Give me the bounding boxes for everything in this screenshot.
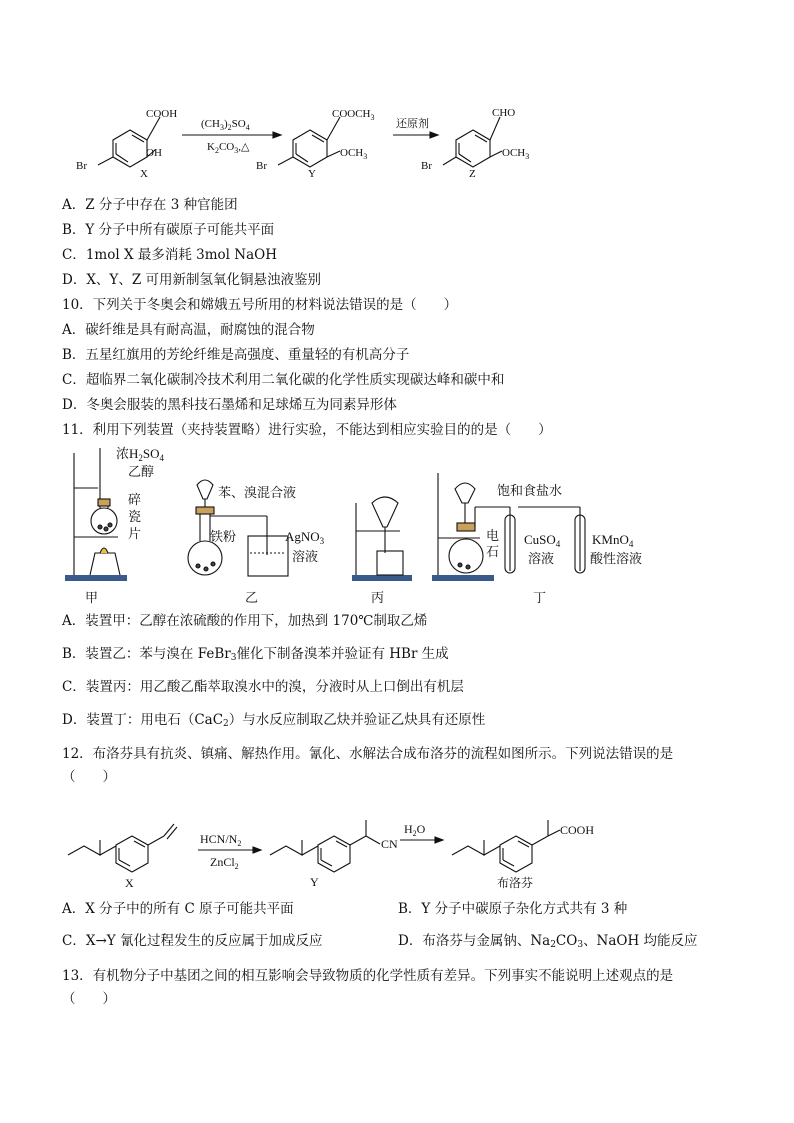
x-benzene-ring bbox=[116, 836, 148, 872]
label-chips-2: 瓷 bbox=[128, 509, 142, 524]
x-cooh-label: COOH bbox=[146, 108, 178, 120]
q10-option-b: B．五星红旗用的芳纶纤维是高强度、重量轻的有机高分子 bbox=[62, 347, 410, 363]
y-br-label: Br bbox=[256, 160, 267, 172]
label-bing: 丙 bbox=[371, 590, 385, 605]
y-cn-label: CN bbox=[381, 837, 398, 851]
q12-paren: （ ） bbox=[62, 769, 116, 785]
label-yi: 乙 bbox=[245, 590, 259, 605]
y-benzene-ring bbox=[318, 836, 350, 872]
q11-apparatus-figure bbox=[60, 443, 660, 608]
q12-option-a: A．X 分子中的所有 C 原子可能共平面 bbox=[62, 901, 294, 917]
q11-option-c: C．装置丙：用乙酸乙酯萃取溴水中的溴，分液时从上口倒出有机层 bbox=[62, 679, 464, 695]
q9-option-b: B．Y 分子中所有碳原子可能共平面 bbox=[62, 222, 275, 238]
apparatus-jia bbox=[65, 448, 127, 581]
compound-z-label: Z bbox=[469, 168, 476, 180]
q9-reaction-scheme bbox=[60, 95, 560, 190]
q9-option-a: A．Z 分子中存在 3 种官能团 bbox=[62, 197, 238, 213]
q13-paren: （ ） bbox=[62, 991, 116, 1007]
label-cuso4: CuSO$_4$ bbox=[524, 532, 561, 549]
apparatus-bing bbox=[352, 497, 412, 581]
q9-option-d: D．X、Y、Z 可用新制氢氧化铜悬浊液鉴别 bbox=[62, 272, 322, 288]
z-cho-label: CHO bbox=[492, 107, 516, 119]
ibuprofen-cooh-label: COOH bbox=[560, 823, 595, 837]
q13-stem: 13．有机物分子中基团之间的相互影响会导致物质的化学性质有差异。下列事实不能说明上述观点的是 bbox=[62, 968, 674, 984]
label-ethanol: 乙醇 bbox=[128, 464, 155, 479]
compound-x-label: X bbox=[140, 168, 148, 180]
y-och3-label: $OCH_3$ bbox=[340, 147, 368, 161]
label-benzene-bromine: 苯、溴混合液 bbox=[218, 485, 297, 500]
label-kmno4-soln: 酸性溶液 bbox=[590, 551, 643, 566]
q12-label-x: X bbox=[125, 876, 134, 890]
label-cuso4-soln: 溶液 bbox=[528, 551, 555, 566]
q10-stem: 10．下列关于冬奥会和嫦娥五号所用的材料说法错误的是（ ） bbox=[62, 297, 458, 313]
reagent2-label: 还原剂 bbox=[396, 118, 429, 130]
z-br-label: Br bbox=[421, 160, 432, 172]
z-benzene-ring bbox=[456, 130, 490, 167]
q12-option-b: B．Y 分子中碳原子杂化方式共有 3 种 bbox=[398, 901, 628, 917]
q9-option-c: C．1mol X 最多消耗 3mol NaOH bbox=[62, 247, 277, 263]
q12-label-y: Y bbox=[310, 875, 319, 889]
reagent1-top: $(CH_3)_2SO_4$ bbox=[201, 118, 250, 132]
label-cac2-1: 电 bbox=[486, 528, 500, 543]
q11-option-a: A．装置甲：乙醇在浓硫酸的作用下，加热到 170℃制取乙烯 bbox=[62, 613, 428, 629]
label-jia: 甲 bbox=[85, 590, 99, 605]
ibuprofen-benzene-ring bbox=[500, 836, 532, 872]
x-benzene-ring bbox=[113, 130, 147, 167]
q11-option-b: B．装置乙：苯与溴在 FeBr$_3$催化下制备溴苯并验证有 HBr 生成 bbox=[62, 646, 449, 663]
q10-option-c: C．超临界二氧化碳制冷技术利用二氧化碳的化学性质实现碳达峰和碳中和 bbox=[62, 372, 505, 388]
z-och3-label: $OCH_3$ bbox=[502, 147, 530, 161]
label-agno3-soln: 溶液 bbox=[292, 549, 319, 564]
q12-option-d: D．布洛芬与金属钠、$Na_2CO_3$、NaOH 均能反应 bbox=[398, 933, 698, 950]
q12-reaction-scheme bbox=[60, 800, 620, 890]
y-cooch3-label: $COOCH_3$ bbox=[332, 108, 375, 122]
label-kmno4: KMnO$_4$ bbox=[592, 532, 634, 549]
q10-option-d: D．冬奥会服装的黑科技石墨烯和足球烯互为同素异形体 bbox=[62, 397, 397, 413]
reagent1-bottom: $K_2CO_3,\triangle$ bbox=[207, 141, 250, 155]
q10-option-a: A．碳纤维是具有耐高温，耐腐蚀的混合物 bbox=[62, 322, 315, 338]
label-chips-3: 片 bbox=[128, 526, 142, 541]
q12-reagent-top: HCN/$N_2$ bbox=[200, 832, 242, 848]
label-cac2-2: 石 bbox=[486, 544, 500, 559]
q12-label-ibuprofen: 布洛芬 bbox=[497, 876, 534, 890]
label-brine: 饱和食盐水 bbox=[497, 483, 563, 498]
label-chips-1: 碎 bbox=[128, 492, 142, 507]
compound-y-label: Y bbox=[308, 168, 316, 180]
q11-stem: 11．利用下列装置（夹持装置略）进行实验，不能达到相应实验目的的是（ ） bbox=[62, 422, 552, 438]
q11-option-d: D．装置丁：用电石（CaC$_2$）与水反应制取乙炔并验证乙炔具有还原性 bbox=[62, 712, 486, 729]
q12-water-label: $H_2O$ bbox=[404, 822, 426, 838]
q12-reagent-bottom: ZnCl$_2$ bbox=[210, 855, 239, 871]
y-benzene-ring bbox=[293, 130, 327, 167]
x-br-label: Br bbox=[76, 160, 87, 172]
x-oh-label: OH bbox=[146, 147, 162, 159]
label-agno3: AgNO$_3$ bbox=[285, 529, 325, 546]
label-iron-powder: 铁粉 bbox=[210, 529, 237, 544]
q12-option-c: C．X→Y 氰化过程发生的反应属于加成反应 bbox=[62, 933, 323, 949]
label-conc-h2so4: 浓$H_2SO_4$ bbox=[116, 446, 165, 463]
label-ding: 丁 bbox=[533, 590, 547, 605]
q12-stem: 12．布洛芬具有抗炎、镇痛、解热作用。氰化、水解法合成布洛芬的流程如图所示。下列说法错误的是 bbox=[62, 746, 674, 762]
